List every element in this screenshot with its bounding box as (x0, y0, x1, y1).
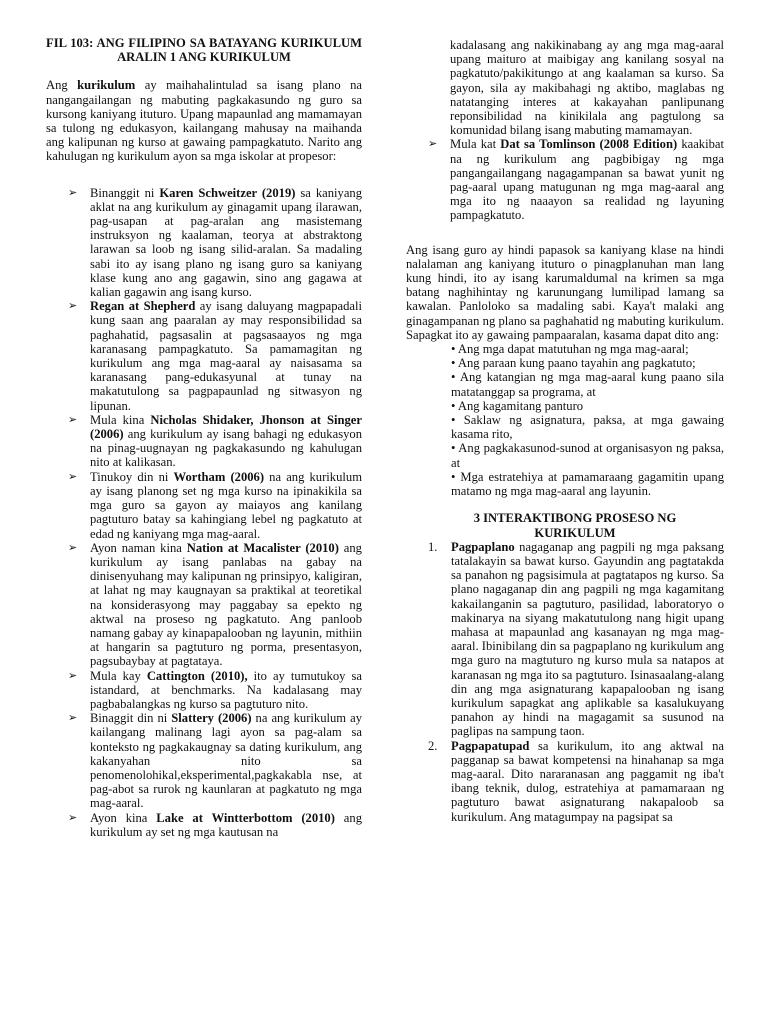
process-list (406, 540, 724, 824)
list-item: ➢ Ayon naman kina Nation at Macalister (2010) ang kurikulum ay isang panlabas na gabay na dinisenyuhang may kalipunan ng prinsipyo, kaligiran, at lahat ng may kaugnayan sa praktikal at teoretikal na konsiderasyong may paggabay sa epekto ng aktwal na proseso ng pagkatuto. Ang panloob namang gabay ay kinapapalooban ng layunin, mithiin at hangarin sa pagtuturo ng porma, presentasyon, pagsubaybay at pagtataya. (68, 540, 362, 669)
list-item: • Saklaw ng asignatura, paksa, at mga gawaing kasama rito, (451, 413, 724, 442)
list-item: ➢ Regan at Shepherd ay isang daluyang magpapadali kung saan ang paaralan ay may responsibilidad sa paghahatid, pagsasalin at pagsasaayos ng mga karanasang pampagkatuto. Sa pamamagitan ng kurikulum ang mga mag-aaral ay naisasama sa karanasang pang-edukasyunal at tunay na makatutulong sa pagpapaunlad ng sitwasyon ng lipunan. (68, 299, 362, 413)
arrow-bullet-icon: ➢ (68, 668, 78, 682)
list-item: • Ang kagamitang panturo (451, 398, 584, 413)
list-item: • Ang katangian ng mga mag-aaral kung paano sila matatanggap sa programa, at (451, 370, 724, 399)
list-item: ➢ Mula kina Nicholas Shidaker, Jhonson at Singer (2006) ang kurikulum ay isang bahagi ng edukasyon na pinag-uugnayan ng pagkakasundo ng kahulugan nito at kalikasan. (68, 412, 362, 470)
arrow-bullet-icon: ➢ (68, 299, 78, 313)
right-column (406, 38, 724, 824)
scholar-list-continued (406, 137, 724, 222)
section-title: 3 INTERAKTIBONG PROSESO NG KURIKULUM (473, 511, 677, 540)
list-item: ➢ Binaggit din ni Slattery (2006) na ang kurikulum ay kailangang malinang lagi ayon sa pag-alam sa konteksto ng pagkakaugnay sa dating kurikulum, ang kakanyahan nito sa penomenolohikal,eksperimental,pagkakabla nse, at pag-abot sa rurok ng kaunlaran at pagkatuto ng mga mag-aaral. (68, 711, 362, 811)
arrow-bullet-icon: ➢ (68, 185, 78, 199)
intro-paragraph: Ang kurikulum ay maihahalintulad sa isang plano na nangangailangan ng mabuting pagkakasundo ng guro sa kursong kaniyang ituturo. Upang mapaunlad ang mamamayan sa tulong ng edukasyon, kailangang mahusay na maihanda ang kalipunan ng kurso at gawaing pampagkatuto. Narito ang kahulugan ng kurikulum ayon sa mga iskolar at propesor: (46, 78, 362, 164)
left-column (46, 36, 362, 839)
arrow-bullet-icon: ➢ (68, 469, 78, 483)
requirements-list (406, 342, 724, 498)
list-item: • Ang mga dapat matutuhan ng mga mag-aaral; (451, 342, 689, 357)
teacher-paragraph: Ang isang guro ay hindi papasok sa kaniyang klase na hindi nalalaman ang kaniyang ituturo o pinagplanuhan man lang kung hindi, ito ay isang karumaldumal na krimen sa mga batang naghihintay ng karunungang lumilipad lamang sa kawalan. Panloloko sa madaling sabi. Kaya't malaki ang ginagampanan ng plano sa paghahatid ng mabuting kurikulum. Sapagkat ito ay gawaing pampaaralan, kasama dapat dito ang: (406, 242, 724, 342)
course-title: FIL 103: ANG FILIPINO SA BATAYANG KURIKULUM (46, 36, 362, 50)
list-item: ➢ Tinukoy din ni Wortham (2006) na ang kurikulum ay isang planong set ng mga kurso na ipinakikila sa mga guro sa gayon ay maiayos ang kanilang pagtuturo batay sa kahingiang lebel ng pagkatuto at edad ng kaniyang mga mag-aaral. (68, 469, 362, 541)
arrow-bullet-icon: ➢ (428, 137, 438, 151)
list-item: • Ang paraan kung paano tayahin ang pagkatuto; (451, 356, 696, 371)
list-item: • Mga estratehiya at pamamaraang gagamitin upang matamo ng mga mag-aaral ang layunin. (451, 469, 724, 499)
arrow-bullet-icon: ➢ (68, 540, 78, 554)
arrow-bullet-icon: ➢ (68, 711, 78, 725)
arrow-bullet-icon: ➢ (68, 810, 78, 824)
continuation-paragraph: kadalasang ang nakikinabang ay ang mga mag-aaral upang maituro at maibigay ang kanilang sosyal na pagkatuto/pakikitungo at ang kaalaman sa kurso. Sa gayon, sila ay makibahagi ng aktibo, maglabas ng natatanging interes at kakayahan panlipunang reponsibilidad na kinikilala ang pagtulong sa komunidad bilang isang mabuting mamamayan. (450, 38, 724, 138)
list-item: ➢ Mula kat Dat sa Tomlinson (2008 Edition) kaakibat na ng kurikulum ang pagbibigay ng mga pangangailangang nagagampanan sa bawat yunit ng pag-aaral upang matugunan ng mga mag-aaral ang mga ito ng naaayon sa realidad ng layuning pampagkatuto. (428, 137, 724, 223)
list-item: 1. Pagpaplano nagaganap ang pagpili ng mga paksang tatalakayin sa bawat kurso. Gayundin ang pagtatakda sa panahon ng pagsisimula at pagtatapos ng kurso. Sa plano nagaganap din ang pagpili ng mga kagamitang kakailanganin sa pagtuturo, pasilidad, laboratoryo o makinarya na siyang makatutulong nang higit upang mahasa at mapaunlad ang kasanayan ng mga mag-aaral. Ibinibilang din sa pagpaplano ng kurikulum ang mga guro na magtuturo ng kurso mula sa natapos at karanasan ng mga ito sa pagtuturo. Isinasaalang-alang din ang mga asignaturang kapapalooban ng isang kurikulum sapagkat ang aplikable sa kasalukuyang panahon ay hindi na magagamit sa susunod na paglipas na sampung taon. (428, 539, 724, 739)
list-item: 2. Pagpapatupad sa kurikulum, ito ang aktwal na pagganap sa bawat kompetensi na hinahanap sa mga mag-aaral. Dito nararanasan ang paggamit ng iba't ibang teknik, dulog, estratehiya at pamamaraan ng pagtuturo bawat asignaturang nakapaloob sa kurikulum. Ang matagumpay na pagsipat sa (428, 738, 724, 824)
list-item: ➢ Mula kay Cattington (2010), ito ay tumutukoy sa istandard, at benchmarks. Na kadalasang may pagbabalangkas ng kurso sa pagtuturo nito. (68, 668, 362, 711)
arrow-bullet-icon: ➢ (68, 412, 78, 426)
lesson-title: ARALIN 1 ANG KURIKULUM (117, 50, 291, 65)
scholar-list (46, 186, 362, 839)
list-item: ➢ Binanggit ni Karen Schweitzer (2019) sa kaniyang aklat na ang kurikulum ay ginagamit upang ilarawan, pag-usapan at pag-aralan ang masistemang instruksyon ng kaalaman, teorya at abstraktong larawan sa loob ng isang silid-aralan. Sa madaling sabi ito ay isang plano ng isang guro sa kaniyang klase kung ano ang gagawin, sino ang gagawa at kalian gagawin ang isang kurso. (68, 185, 362, 300)
list-item: ➢ Ayon kina Lake at Wintterbottom (2010) ang kurikulum ay set ng mga kautusan na (68, 810, 362, 839)
term-kurikulum: kurikulum (77, 78, 136, 93)
list-item: • Ang pagkakasunod-sunod at organisasyon ng paksa, at (451, 441, 724, 470)
